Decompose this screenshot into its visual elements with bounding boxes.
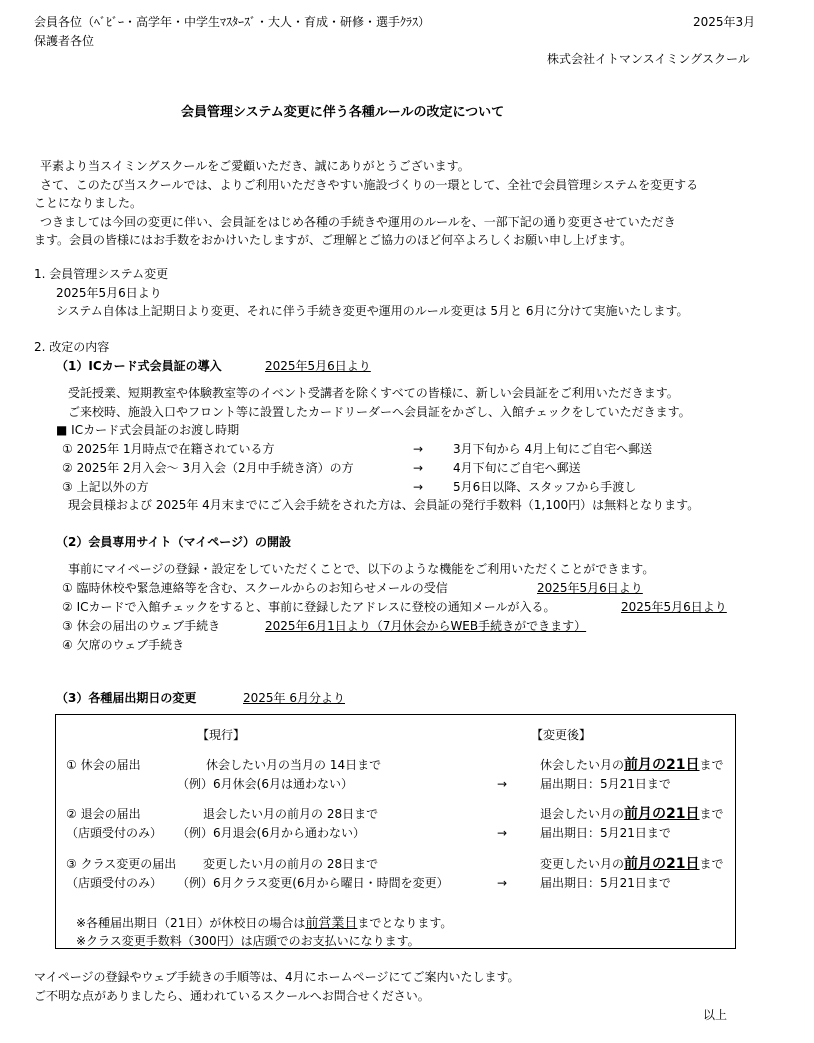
recipients-line-1: 会員各位（ﾍﾞﾋﾞｰ・高学年・中学生ﾏｽﾀｰｽﾞ・大人・育成・研修・選手ｸﾗｽ）	[34, 15, 431, 29]
deadline-row-2-current-1: 退会したい月の前月の 28日まで	[203, 807, 379, 821]
document-title: 会員管理システム変更に伴う各種ルールの改定について	[181, 105, 505, 120]
delivery-row-3-arrow: →	[413, 480, 424, 494]
mypage-intro: 事前にマイページの登録・設定をしていただくことで、以下のような機能をご利用いただくことができます。	[68, 562, 655, 576]
deadline-title: （3）各種届出期日の変更	[56, 691, 197, 705]
deadline-row-1-new-1	[540, 757, 724, 773]
delivery-row-1-value: 3月下旬から 4月上旬にご自宅へ郵送	[453, 442, 653, 456]
intro-line-5: ます。会員の皆様にはお手数をおかけいたしますが、ご理解とご協力のほど何卒よろしくお願い申し上げます。	[34, 233, 633, 247]
deadline-row-3-new-post: まで	[699, 857, 724, 871]
deadline-row-1-arrow: →	[497, 777, 508, 791]
deadline-note-1-post: までとなります。	[357, 916, 453, 930]
deadline-row-2-label: ② 退会の届出	[66, 807, 141, 821]
deadline-row-1-new-2: 届出期日：5月21日まで	[540, 777, 671, 791]
deadline-row-3-new-emphasis: 前月の21日	[624, 856, 700, 872]
ic-card-date: 2025年5月6日より	[265, 359, 371, 373]
mypage-item-2: ② ICカードで入館チェックをすると、事前に登録したアドレスに登校の通知メールが入る。	[62, 600, 556, 614]
intro-line-3: ことになりました。	[34, 196, 143, 210]
ic-delivery-heading: ■ ICカード式会員証のお渡し時期	[56, 423, 240, 437]
deadline-row-2-label-2: （店頭受付のみ）	[66, 826, 163, 840]
deadline-row-1-new-emphasis: 前月の21日	[624, 757, 700, 773]
company-name: 株式会社イトマンスイミングスクール	[547, 52, 750, 66]
mypage-item-1-date: 2025年5月6日より	[537, 581, 643, 595]
deadline-row-2-new-2: 届出期日：5月21日まで	[540, 826, 671, 840]
section2-heading: 2. 改定の内容	[34, 340, 110, 354]
section1-date: 2025年5月6日より	[56, 286, 162, 300]
deadline-row-1-current-1: 休会したい月の当月の 14日まで	[206, 758, 382, 772]
deadline-row-3-label: ③ クラス変更の届出	[66, 857, 177, 871]
deadline-row-1-label: ① 休会の届出	[66, 758, 141, 772]
ic-card-title: （1）ICカード式会員証の導入	[56, 359, 222, 373]
deadline-note-2: ※クラス変更手数料（300円）は店頭でのお支払いになります。	[76, 934, 420, 948]
document-date: 2025年3月	[693, 15, 756, 29]
ic-card-line-1: 受託授業、短期教室や体験教室等のイベント受講者を除くすべての皆様に、新しい会員証をご利用いただきます。	[68, 386, 679, 400]
intro-line-4: つきましては今回の変更に伴い、会員証をはじめ各種の手続きや運用のルールを、一部下記の通り変更させていただき	[40, 215, 676, 229]
mypage-title: （2）会員専用サイト（マイページ）の開設	[56, 535, 292, 549]
delivery-row-3-label: ③ 上記以外の方	[62, 480, 149, 494]
intro-line-1: 平素より当スイミングスクールをご愛顧いただき、誠にありがとうございます。	[40, 159, 470, 173]
deadline-row-2-arrow: →	[497, 826, 508, 840]
mypage-item-3: ③ 休会の届出のウェブ手続き	[62, 619, 221, 633]
footer-line-1: マイページの登録やウェブ手続きの手順等は、4月にホームページにてご案内いたします。	[34, 970, 520, 984]
section1-text: システム自体は上記期日より変更、それに伴う手続き変更や運用のルール変更は 5月と 6月に分けて実施いたします。	[56, 304, 689, 318]
deadline-row-2-new-pre: 退会したい月の	[540, 807, 625, 821]
new-header: 【変更後】	[531, 728, 592, 742]
delivery-row-2-value: 4月下旬にご自宅へ郵送	[453, 461, 581, 475]
deadline-note-1-emphasis: 前営業日	[305, 916, 358, 931]
deadline-row-2-new-emphasis: 前月の21日	[624, 806, 700, 822]
deadline-row-1-new-pre: 休会したい月の	[540, 758, 625, 772]
deadline-row-3-label-2: （店頭受付のみ）	[66, 876, 163, 890]
deadline-row-2-new-post: まで	[699, 807, 724, 821]
deadline-row-3-current-2: （例）6月クラス変更(6月から曜日・時間を変更）	[177, 876, 449, 890]
mypage-item-3-date: 2025年6月1日より（7月休会からWEB手続きができます）	[265, 619, 587, 633]
deadline-row-3-new-2: 届出期日：5月21日まで	[540, 876, 671, 890]
delivery-row-1-arrow: →	[413, 442, 424, 456]
mypage-item-4: ④ 欠席のウェブ手続き	[62, 638, 185, 652]
deadline-row-3-current-1: 変更したい月の前月の 28日まで	[203, 857, 379, 871]
deadline-row-3-arrow: →	[497, 876, 508, 890]
delivery-row-1-label: ① 2025年 1月時点で在籍されている方	[62, 442, 275, 456]
deadline-row-3-new-1	[540, 856, 724, 872]
footer-line-2: ご不明な点がありましたら、通われているスクールへお問合せください。	[34, 989, 430, 1003]
delivery-row-2-arrow: →	[413, 461, 424, 475]
ic-card-line-2: ご来校時、施設入口やフロント等に設置したカードリーダーへ会員証をかざし、入館チェックをしていただきます。	[68, 405, 691, 419]
current-header: 【現行】	[197, 728, 246, 742]
section1-heading: 1. 会員管理システム変更	[34, 267, 169, 281]
mypage-item-1: ① 臨時休校や緊急連絡等を含む、スクールからのお知らせメールの受信	[62, 581, 448, 595]
mypage-item-2-date: 2025年5月6日より	[621, 600, 727, 614]
deadline-row-3-new-pre: 変更したい月の	[540, 857, 625, 871]
deadline-note-1	[76, 915, 452, 932]
delivery-row-2-label: ② 2025年 2月入会～ 3月入会（2月中手続き済）の方	[62, 461, 354, 475]
deadline-row-1-new-post: まで	[699, 758, 724, 772]
deadline-row-1-current-2: （例）6月休会(6月は通わない）	[177, 777, 353, 791]
deadline-date: 2025年 6月分より	[243, 691, 345, 705]
ic-fee-note: 現会員様および 2025年 4月末までにご入会手続をされた方は、会員証の発行手数料（1,100円）は無料となります。	[68, 498, 700, 512]
deadline-row-2-new-1	[540, 806, 724, 822]
recipients-line-2: 保護者各位	[34, 34, 95, 48]
delivery-row-3-value: 5月6日以降、スタッフから手渡し	[453, 480, 637, 494]
intro-line-2: さて、このたび当スクールでは、よりご利用いただきやすい施設づくりの一環として、全社で会員管理システムを変更する	[40, 178, 699, 192]
deadline-note-1-pre: ※各種届出期日（21日）が休校日の場合は	[76, 916, 306, 930]
closing-mark: 以上	[703, 1008, 728, 1022]
deadline-row-2-current-2: （例）6月退会(6月から通わない）	[177, 826, 365, 840]
